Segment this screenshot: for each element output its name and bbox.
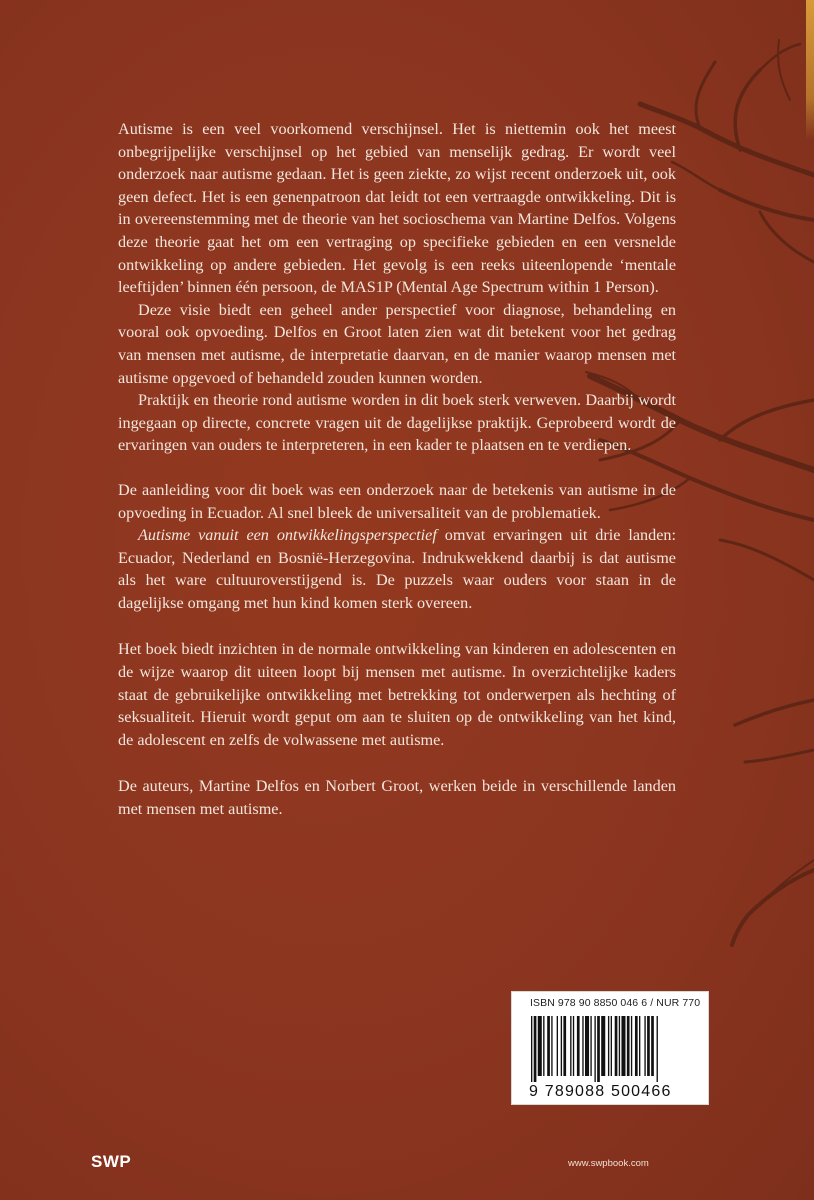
barcode-bar: [601, 1016, 605, 1076]
barcode-bar: [570, 1016, 571, 1076]
barcode-bar: [538, 1016, 542, 1076]
barcode-bar: [615, 1016, 618, 1076]
barcode-bar: [573, 1016, 574, 1076]
barcode-bar: [547, 1016, 550, 1076]
book-title-italic: Autisme vanuit een ontwikkelingsperspectief: [138, 526, 437, 545]
barcode-bar: [561, 1016, 562, 1076]
barcode-digits: 9 789088 500466: [529, 1083, 672, 1100]
isbn-barcode-label: [511, 991, 709, 1105]
barcode-bar: [608, 1016, 609, 1076]
barcode-bar: [531, 1016, 532, 1082]
publisher-url: www.swpbook.com: [568, 1158, 649, 1169]
barcode-bar: [639, 1016, 640, 1076]
blurb-text: omvat ervaringen uit drie landen: Ecuador, Nederland en Bosnië-Herzegovina. Indrukwekkend daarbij is dat autisme als het ware cultuuroverstijgend is. De puzzels waar ouders voor staan in de dagelijkse omgang met hun kind komen sterk overeen.: [118, 526, 676, 612]
barcode-bar: [543, 1016, 544, 1076]
barcode-bar: [619, 1016, 620, 1076]
publisher-logo: SWP: [91, 1152, 132, 1171]
barcode-bar: [627, 1016, 630, 1076]
barcode-bar: [577, 1016, 580, 1076]
barcode-bar: [657, 1016, 658, 1082]
blurb-paragraph: Het boek biedt inzichten in de normale ontwikkeling van kinderen en adolescenten en de wijze waarop dit uiteen loopt bij mensen met autisme. In overzichtelijke kaders staat de gebruikelijke ontwikkeling met betrekking tot onderwerpen als hechting of seksualiteit. Hieruit wordt geput om aan te sluiten op de ontwikkeling van het kind, de adolescent en zelfs de volwassene met autisme.: [118, 640, 676, 749]
barcode-bar: [534, 1016, 537, 1082]
barcode-bar: [590, 1016, 591, 1076]
barcode-bar: [651, 1016, 654, 1076]
back-cover-blurb: [118, 118, 676, 821]
blurb-paragraph: [118, 524, 676, 614]
barcode-bar: [582, 1016, 583, 1076]
barcode-bar: [621, 1016, 625, 1076]
barcode-icon: [529, 1016, 705, 1082]
blurb-paragraph: Praktijk en theorie rond autisme worden in dit boek sterk verweven. Daarbij wordt ingegaan op directe, concrete vragen uit de dagelijkse praktijk. Geprobeerd wordt de ervaringen van ouders te interpreteren, in een kader te plaatsen en te verdiepen.: [118, 391, 676, 455]
barcode-bar: [644, 1016, 645, 1076]
blurb-paragraph: Deze visie biedt een geheel ander perspectief voor diagnose, behandeling en vooral ook opvoeding. Delfos en Groot laten zien wat dit betekent voor het gedrag van mensen met autisme, de interpretatie daarvan, en de manier waarop mensen met autisme opgevoed of behandeld zouden kunnen worden.: [118, 300, 676, 387]
barcode-bar: [585, 1016, 589, 1076]
barcode-bar: [594, 1016, 595, 1082]
barcode-bar: [611, 1016, 612, 1076]
barcode-bar: [551, 1016, 552, 1076]
barcode-bar: [635, 1016, 638, 1076]
barcode-bar: [563, 1016, 566, 1076]
blurb-paragraph: De aanleiding voor dit boek was een onderzoek naar de betekenis van autisme in de opvoeding in Ecuador. Al snel bleek de universaliteit van de problematiek.: [118, 480, 676, 522]
isbn-text: ISBN 978 90 8850 046 6 / NUR 770: [530, 997, 701, 1009]
barcode-bar: [631, 1016, 632, 1076]
blurb-paragraph: De auteurs, Martine Delfos en Norbert Groot, werken beide in verschillende landen met mensen met autisme.: [118, 777, 676, 819]
blurb-paragraph: Autisme is een veel voorkomend verschijnsel. Het is niettemin ook het meest onbegrijpelijke verschijnsel op het gebied van menselijk gedrag. Er wordt veel onderzoek naar autisme gedaan. Het is geen ziekte, zo wijst recent onderzoek uit, ook geen defect. Het is een genenpatroon dat leidt tot een vertraagde ontwikkeling. Dit is in overeenstemming met de theorie van het socioschema van Martine Delfos. Volgens deze theorie gaat het om een vertraging op specifieke gebieden en een versnelde ontwikkeling op andere gebieden. Het gevolg is een reeks uiteenlopende ‘mentale leeftijden’ binnen één persoon, de MAS1P (Mental Age Spectrum within 1 Person).: [118, 120, 676, 297]
barcode-bar: [597, 1016, 600, 1082]
barcode-bar: [647, 1016, 650, 1076]
barcode-bar: [557, 1016, 558, 1076]
